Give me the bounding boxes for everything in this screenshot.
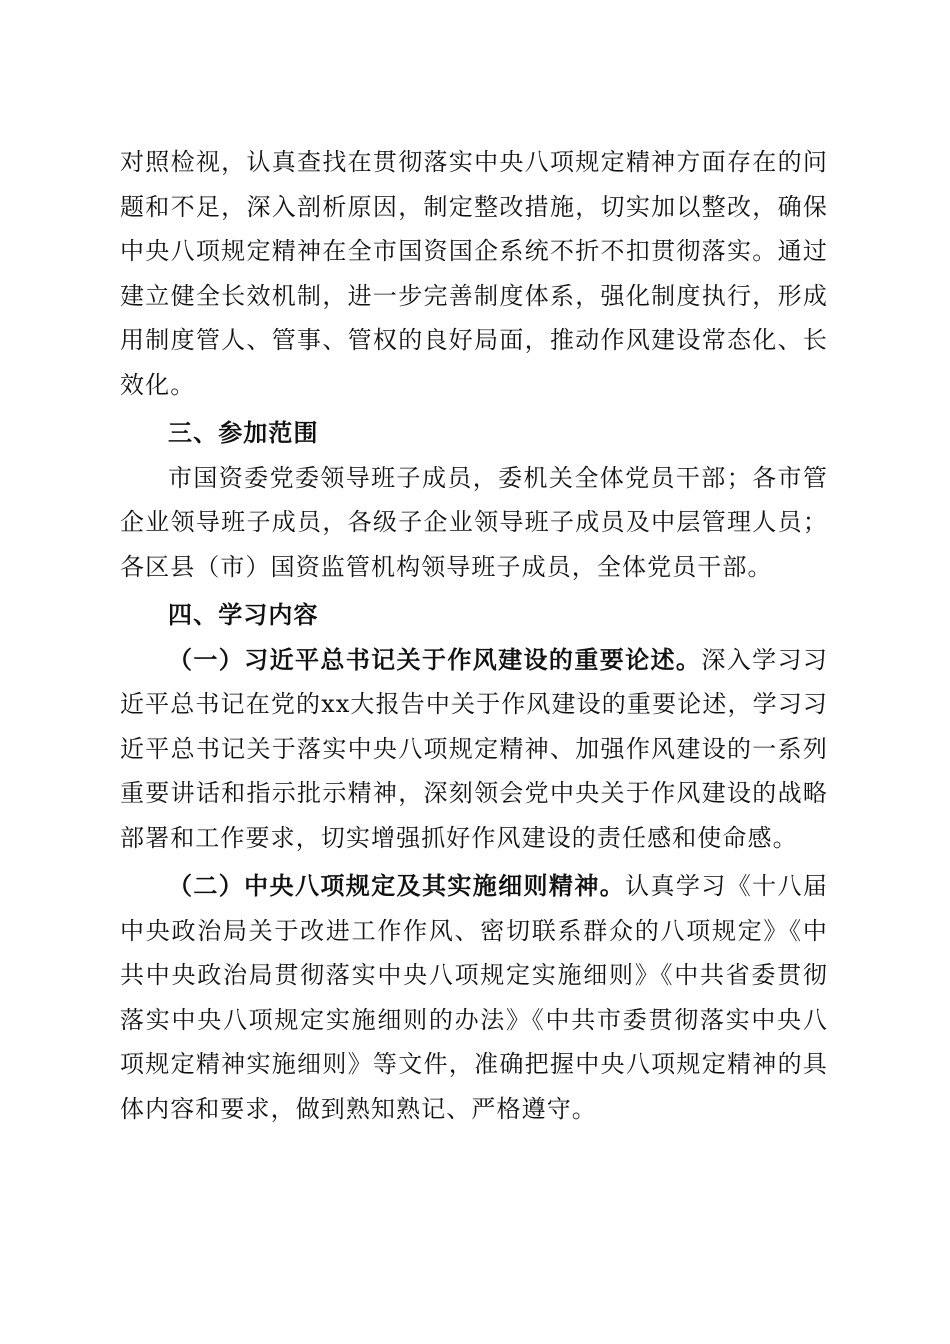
document-page [120,140,828,1131]
item-1-lead: （一）习近平总书记关于作风建设的重要论述。 [168,645,702,674]
paragraph-item-1 [120,638,828,861]
item-1-body: 深入学习习近平总书记在党的xx大报告中关于作风建设的重要论述，学习习近平总书记关于落实中央八项规定精神、加强作风建设的一系列重要讲话和指示批示精神，深刻领会党中央关于作风建设的战略部署和工作要求，切实增强抓好作风建设的责任感和使命感。 [120,645,828,852]
paragraph-scope: 市国资委党委领导班子成员，委机关全体党员干部；各市管企业领导班子成员，各级子企业领导班子成员及中层管理人员；各区县（市）国资监管机构领导班子成员，全体党员干部。 [120,463,828,581]
section-heading-content: 四、学习内容 [168,601,319,629]
item-2-lead: （二）中央八项规定及其实施细则精神。 [168,872,626,900]
item-2-body: 认真学习《十八届中央政治局关于改进工作作风、密切联系群众的八项规定》《中共中央政治局贯彻落实中央八项规定实施细则》《中共省委贯彻落实中央八项规定实施细则的办法》《中共市委贯彻落实中央八项规定精神实施细则》等文件，准确把握中央八项规定精神的具体内容和要求，做到熟知熟记、严格遵守。 [120,872,828,1123]
section-heading-scope: 三、参加范围 [168,419,319,447]
paragraph-item-2 [120,864,828,1131]
paragraph-continuation: 对照检视，认真查找在贯彻落实中央八项规定精神方面存在的问题和不足，深入剖析原因，制定整改措施，切实加以整改，确保中央八项规定精神在全市国资国企系统不折不扣贯彻落实。通过建立健全长效机制，进一步完善制度体系，强化制度执行，形成用制度管人、管事、管权的良好局面，推动作风建设常态化、长效化。 [120,148,828,399]
